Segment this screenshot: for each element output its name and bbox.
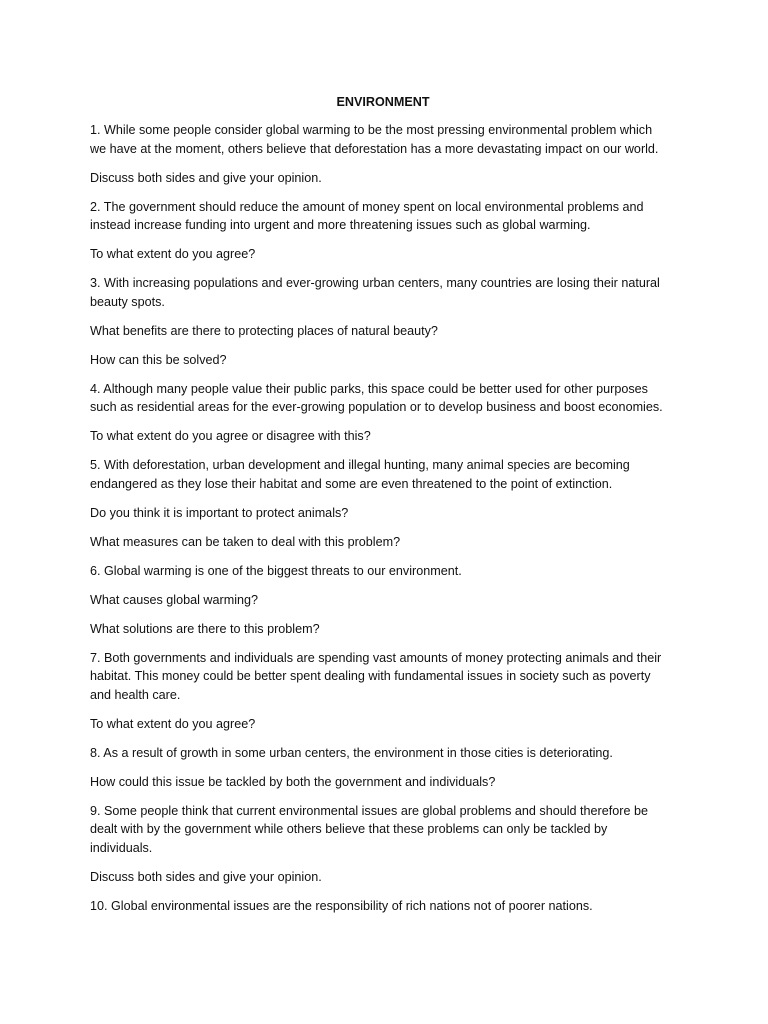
question-5-prompt-b: What measures can be taken to deal with this problem? [90,534,401,549]
document-page [90,93,670,926]
question-6-prompt-a: What causes global warming? [90,592,258,607]
question-9: 9. Some people think that current environmental issues are global problems and should therefore be dealt with by the government while others believe that these problems can only be tackled by individuals. [90,803,648,856]
question-5-prompt-a: Do you think it is important to protect animals? [90,505,349,520]
question-2: 2. The government should reduce the amount of money spent on local environmental problems and instead increase funding into urgent and more threatening issues such as global warming. [90,199,644,233]
question-8-prompt: How could this issue be tackled by both the government and individuals? [90,774,496,789]
question-3: 3. With increasing populations and ever-growing urban centers, many countries are losing their natural beauty spots. [90,276,660,309]
question-10: 10. Global environmental issues are the responsibility of rich nations not of poorer nations. [90,899,593,914]
question-2-prompt: To what extent do you agree? [90,247,256,262]
question-1-prompt: Discuss both sides and give your opinion. [90,170,322,185]
question-3-prompt-a: What benefits are there to protecting places of natural beauty? [90,323,438,338]
document-title: ENVIRONMENT [336,95,430,109]
question-8: 8. As a result of growth in some urban centers, the environment in those cities is deteriorating. [90,745,613,760]
question-5: 5. With deforestation, urban development and illegal hunting, many animal species are becoming endangered as they lose their habitat and some are even threatened to the point of extinction. [90,458,630,491]
question-6: 6. Global warming is one of the biggest threats to our environment. [90,563,462,578]
question-6-prompt-b: What solutions are there to this problem? [90,621,320,636]
question-4-prompt: To what extent do you agree or disagree with this? [90,429,371,444]
question-7-prompt: To what extent do you agree? [90,716,256,731]
question-9-prompt: Discuss both sides and give your opinion. [90,870,322,885]
question-1: 1. While some people consider global warming to be the most pressing environmental problem which we have at the moment, others believe that deforestation has a more devastating impact on our world. [90,123,659,156]
question-3-prompt-b: How can this be solved? [90,352,227,367]
question-7: 7. Both governments and individuals are spending vast amounts of money protecting animals and their habitat. This money could be better spent dealing with fundamental issues in society such as poverty and health care. [90,650,662,702]
question-4: 4. Although many people value their public parks, this space could be better used for other purposes such as residential areas for the ever-growing population or to develop business and boost economies. [90,381,663,415]
